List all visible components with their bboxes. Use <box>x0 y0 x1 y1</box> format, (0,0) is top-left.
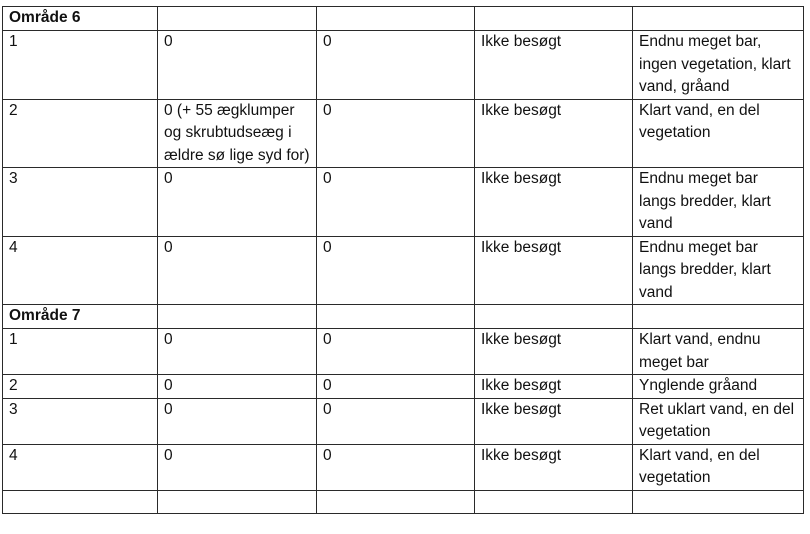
cell-notes: Klart vand, en del vegetation <box>633 444 804 490</box>
empty-cell <box>317 305 475 329</box>
cell-count: 0 <box>317 31 475 100</box>
cell-visit-status: Ikke besøgt <box>475 31 633 100</box>
cell-eggs: 0 <box>158 329 317 375</box>
empty-cell <box>633 305 804 329</box>
empty-cell <box>3 490 158 513</box>
cell-count: 0 <box>317 398 475 444</box>
table-row <box>3 444 804 490</box>
empty-cell <box>633 7 804 31</box>
cell-visit-status: Ikke besøgt <box>475 236 633 305</box>
cell-visit-status: Ikke besøgt <box>475 168 633 237</box>
cell-eggs: 0 (+ 55 ægklumper og skrubtudseæg i ældre sø lige syd for) <box>158 99 317 168</box>
table-row <box>3 236 804 305</box>
cell-count: 0 <box>317 236 475 305</box>
cell-notes: Klart vand, en del vegetation <box>633 99 804 168</box>
table-row <box>3 398 804 444</box>
cell-notes: Klart vand, endnu meget bar <box>633 329 804 375</box>
cell-eggs: 0 <box>158 375 317 399</box>
table-row <box>3 329 804 375</box>
cell-eggs: 0 <box>158 236 317 305</box>
empty-cell <box>158 305 317 329</box>
cell-site-number: 2 <box>3 99 158 168</box>
empty-cell <box>475 305 633 329</box>
cell-notes: Endnu meget bar langs bredder, klart vand <box>633 168 804 237</box>
cell-eggs: 0 <box>158 168 317 237</box>
empty-cell <box>475 7 633 31</box>
cell-site-number: 4 <box>3 236 158 305</box>
cell-count: 0 <box>317 375 475 399</box>
cell-count: 0 <box>317 99 475 168</box>
table-row <box>3 31 804 100</box>
section-title: Område 6 <box>3 7 158 31</box>
empty-cell <box>317 7 475 31</box>
cell-visit-status: Ikke besøgt <box>475 99 633 168</box>
empty-row <box>3 490 804 513</box>
cell-count: 0 <box>317 168 475 237</box>
cell-site-number: 2 <box>3 375 158 399</box>
cell-site-number: 3 <box>3 168 158 237</box>
cell-eggs: 0 <box>158 31 317 100</box>
cell-count: 0 <box>317 329 475 375</box>
section-title: Område 7 <box>3 305 158 329</box>
cell-visit-status: Ikke besøgt <box>475 444 633 490</box>
survey-table <box>2 6 804 514</box>
cell-notes: Ret uklart vand, en del vegetation <box>633 398 804 444</box>
cell-count: 0 <box>317 444 475 490</box>
cell-site-number: 1 <box>3 329 158 375</box>
cell-notes: Endnu meget bar langs bredder, klart vand <box>633 236 804 305</box>
empty-cell <box>633 490 804 513</box>
cell-visit-status: Ikke besøgt <box>475 398 633 444</box>
cell-eggs: 0 <box>158 398 317 444</box>
table-row <box>3 168 804 237</box>
cell-visit-status: Ikke besøgt <box>475 329 633 375</box>
cell-site-number: 4 <box>3 444 158 490</box>
table-row <box>3 99 804 168</box>
cell-notes: Ynglende gråand <box>633 375 804 399</box>
empty-cell <box>475 490 633 513</box>
cell-site-number: 1 <box>3 31 158 100</box>
cell-notes: Endnu meget bar, ingen vegetation, klart vand, gråand <box>633 31 804 100</box>
empty-cell <box>158 490 317 513</box>
empty-cell <box>317 490 475 513</box>
cell-site-number: 3 <box>3 398 158 444</box>
cell-eggs: 0 <box>158 444 317 490</box>
table-row <box>3 375 804 399</box>
section-header-row <box>3 7 804 31</box>
survey-table-body <box>3 7 804 514</box>
cell-visit-status: Ikke besøgt <box>475 375 633 399</box>
empty-cell <box>158 7 317 31</box>
section-header-row <box>3 305 804 329</box>
